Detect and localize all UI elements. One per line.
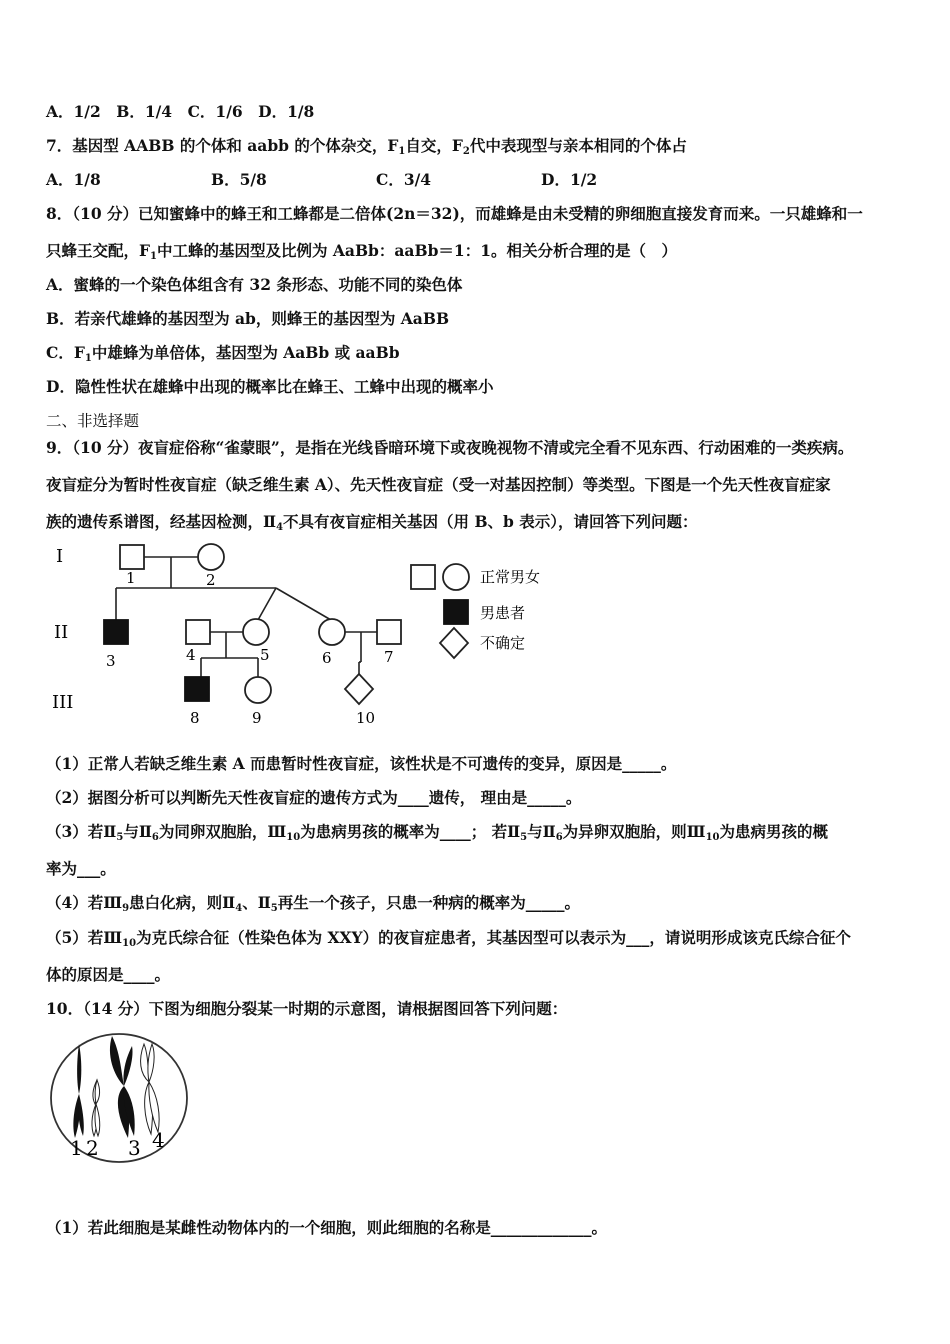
q7-stem: 7．基因型 AABB 的个体和 aabb 的个体杂交，$F_1$自交，$F_2$代中表现型与亲本相同的个体占 (46, 136, 687, 157)
cell-division-figure (48, 1030, 193, 1165)
pedigree-individual-6 (319, 619, 345, 645)
pedigree-diagram (46, 536, 566, 736)
q7-option-a: A．1/8 (46, 170, 101, 189)
q7-option-c: C．3/4 (376, 170, 432, 189)
id-label-9: 9 (252, 709, 262, 727)
q9-part3-line1: （3）若$Ⅱ_5$与$Ⅱ_6$为同卵双胞胎，$Ⅲ_{10}$为患病男孩的概率为____； 若$Ⅱ_5$与$Ⅱ_6$为异卵双胞胎，则$Ⅲ_{10}$为患病男孩的概 (46, 822, 828, 843)
chromosome-label-1: 1 (70, 1136, 83, 1160)
q7-options (46, 169, 597, 191)
pedigree-individual-1 (120, 545, 144, 569)
legend-label-uncertain: 不确定 (480, 634, 526, 652)
chromosome-label-4: 4 (152, 1128, 165, 1152)
legend-affected-male (444, 600, 468, 624)
chromosome-label-3: 3 (128, 1136, 141, 1160)
q6-options: A．1/2 B．1/4 C．1/6 D．1/8 (46, 102, 315, 121)
q7-option-d: D．1/2 (541, 170, 598, 189)
q10-stem: 10．（14 分）下图为细胞分裂某一时期的示意图，请根据图回答下列问题： (46, 999, 568, 1018)
q9-part3-line2: 率为___。 (46, 859, 116, 878)
id-label-4: 4 (186, 646, 196, 664)
q9-part1: （1）正常人若缺乏维生素 A 而患暂时性夜盲症，该性状是不可遗传的变异，原因是_____。 (46, 754, 677, 773)
q9-stem-line1: 9．（10 分）夜盲症俗称“雀蒙眼”，是指在光线昏暗环境下或夜晚视物不清或完全看不见东西、行动困难的一类疾病。 (46, 438, 854, 457)
id-label-7: 7 (384, 648, 394, 666)
pedigree-individual-7 (377, 620, 401, 644)
q9-part5-line1: （5）若$Ⅲ_{10}$为克氏综合征（性染色体为 XXY）的夜盲症患者，其基因型可以表示为___，请说明形成该克氏综合征个 (46, 928, 851, 949)
q8-stem-line1: 8．（10 分）已知蜜蜂中的蜂王和工蜂都是二倍体(2n＝32)，而雄蜂是由未受精的卵细胞直接发育而来。一只雄蜂和一 (46, 204, 863, 223)
legend-label-normal: 正常男女 (480, 568, 541, 586)
q8-option-a: A．蜜蜂的一个染色体组含有 32 条形态、功能不同的染色体 (46, 275, 463, 294)
legend-normal-female (443, 564, 469, 590)
q9-stem-line2: 夜盲症分为暂时性夜盲症（缺乏维生素 A）、先天性夜盲症（受一对基因控制）等类型。下图是一个先天性夜盲症家 (46, 475, 831, 494)
pedigree-individual-8 (185, 677, 209, 701)
pedigree-individual-9 (245, 677, 271, 703)
legend-uncertain (440, 628, 468, 658)
pedigree-individual-2 (198, 544, 224, 570)
q9-stem-line3: 族的遗传系谱图，经基因检测，$Ⅱ_4$不具有夜盲症相关基因（用 B、b 表示），请回答下列问题： (46, 512, 698, 533)
legend-normal-male (411, 565, 435, 589)
q8-option-d: D．隐性性状在雄蜂中出现的概率比在蜂王、工蜂中出现的概率小 (46, 377, 494, 396)
section-heading: 二、非选择题 (46, 412, 140, 430)
q8-option-c: C．$F_1$中雄蜂为单倍体，基因型为 AaBb 或 aaBb (46, 343, 400, 364)
chromosome-label-2: 2 (86, 1136, 99, 1160)
q9-part5-line2: 体的原因是____。 (46, 965, 171, 984)
q7-option-b: B．5/8 (211, 170, 267, 189)
q9-part4: （4）若$Ⅲ_9$患白化病，则$Ⅱ_4$、$Ⅱ_5$再生一个孩子，只患一种病的概率为_____。 (46, 893, 580, 914)
id-label-1: 1 (126, 569, 136, 587)
legend-label-affected: 男患者 (480, 604, 526, 622)
q8-stem-line2: 只蜂王交配，$F_1$中工蜂的基因型及比例为 AaBb：aaBb＝1：1。相关分析合理的是（ ） (46, 241, 677, 262)
generation-label-2: II (54, 622, 69, 643)
pedigree-individual-5 (243, 619, 269, 645)
pedigree-individual-10 (345, 674, 373, 704)
generation-label-1: I (56, 546, 64, 567)
id-label-2: 2 (206, 571, 216, 589)
pedigree-individual-3 (104, 620, 128, 644)
id-label-5: 5 (260, 646, 270, 664)
id-label-3: 3 (106, 652, 116, 670)
generation-label-3: III (52, 692, 74, 713)
q9-part2: （2）据图分析可以判断先天性夜盲症的遗传方式为____遗传， 理由是_____。 (46, 788, 582, 807)
id-label-8: 8 (190, 709, 200, 727)
q10-part1: （1）若此细胞是某雌性动物体内的一个细胞，则此细胞的名称是_____________。 (46, 1218, 608, 1237)
id-label-10: 10 (356, 709, 376, 727)
pedigree-individual-4 (186, 620, 210, 644)
id-label-6: 6 (322, 649, 332, 667)
q8-option-b: B．若亲代雄蜂的基因型为 ab，则蜂王的基因型为 AaBB (46, 309, 450, 328)
